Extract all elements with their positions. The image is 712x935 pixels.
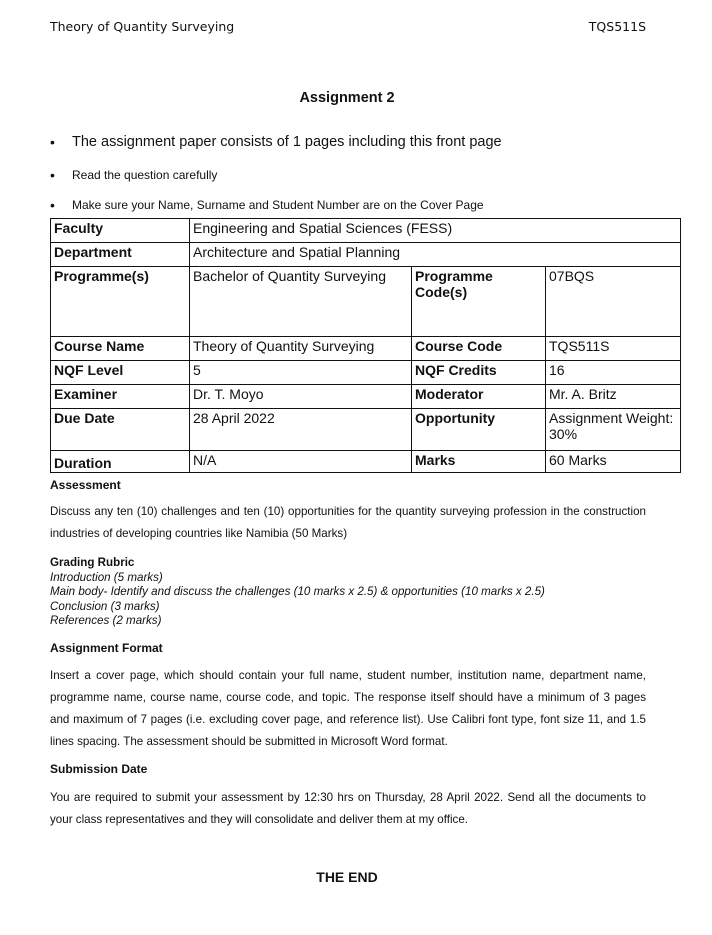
course-name-label: Course Name [51, 337, 190, 361]
assessment-text: Discuss any ten (10) challenges and ten (10) opportunities for the quantity surveying profession in the construction industries of developing countries like Namibia (50 Marks) [50, 505, 646, 540]
format-text: Insert a cover page, which should contain your full name, student number, institution name, department name, programme name, course name, course code, and topic. The response itself should have a minimum of 3 pages and maximum of 7 pages (i.e. excluding cover page, and reference list). Use Calibri font type, font size 11, and 1.5 lines spacing. The assessment should be submitted in Microsoft Word format. [50, 669, 646, 748]
marks-value: 60 Marks [546, 451, 681, 473]
rubric-item: Introduction (5 marks) [50, 570, 163, 584]
rubric-item: Main body- Identify and discuss the challenges (10 marks x 2.5) & opportunities (10 marks x 2.5) [50, 585, 545, 598]
page-title: Assignment 2 [299, 90, 395, 106]
department-value: Architecture and Spatial Planning [190, 243, 681, 267]
opportunity-value: Assignment Weight: 30% [546, 409, 681, 451]
format-heading: Assignment Format [50, 641, 163, 655]
programme-label: Programme(s) [51, 267, 190, 337]
bullet-item [50, 167, 217, 183]
bullet-text: Read the question carefully [72, 168, 218, 182]
row-due-date [51, 409, 681, 451]
course-code-label: Course Code [412, 337, 546, 361]
bullet-item [50, 134, 502, 150]
department-label: Department [51, 243, 190, 267]
bullet-icon: • [50, 134, 55, 150]
rubric-item: Conclusion (3 marks) [50, 599, 160, 613]
submission-text: You are required to submit your assessment by 12:30 hrs on Thursday, 28 April 2022. Send all the documents to your class representatives and they will consolidate and deliver them at my office. [50, 791, 646, 826]
nqf-credits-value: 16 [546, 361, 681, 385]
due-date-value: 28 April 2022 [190, 409, 412, 451]
faculty-value: Engineering and Spatial Sciences (FESS) [190, 219, 681, 243]
nqf-level-label: NQF Level [51, 361, 190, 385]
duration-value: N/A [190, 451, 412, 473]
bullet-item [50, 197, 484, 213]
course-code-value: TQS511S [546, 337, 681, 361]
duration-label: Duration [51, 451, 190, 473]
bullet-icon: • [50, 167, 55, 183]
submission-heading: Submission Date [50, 762, 148, 776]
nqf-level-value: 5 [190, 361, 412, 385]
moderator-label: Moderator [412, 385, 546, 409]
programme-code-value: 07BQS [546, 267, 681, 337]
rubric-item: References (2 marks) [50, 614, 162, 627]
programme-code-label: Programme Code(s) [412, 267, 546, 337]
examiner-label: Examiner [51, 385, 190, 409]
course-name-value: Theory of Quantity Surveying [190, 337, 412, 361]
nqf-credits-label: NQF Credits [412, 361, 546, 385]
programme-value: Bachelor of Quantity Surveying [190, 267, 412, 337]
header-course-code: TQS511S [588, 19, 646, 34]
header-course-title: Theory of Quantity Surveying [50, 19, 235, 34]
row-examiner [51, 385, 681, 409]
row-department [51, 243, 681, 267]
row-faculty [51, 219, 681, 243]
grading-rubric [50, 556, 545, 629]
row-programme [51, 267, 681, 337]
course-info-table [50, 218, 681, 473]
row-nqf [51, 361, 681, 385]
due-date-label: Due Date [51, 409, 190, 451]
moderator-value: Mr. A. Britz [546, 385, 681, 409]
examiner-value: Dr. T. Moyo [190, 385, 412, 409]
opportunity-label: Opportunity [412, 409, 546, 451]
bullet-text: Make sure your Name, Surname and Student Number are on the Cover Page [72, 198, 484, 212]
bullet-icon: • [50, 197, 55, 213]
faculty-label: Faculty [51, 219, 190, 243]
row-course [51, 337, 681, 361]
bullet-text: The assignment paper consists of 1 pages including this front page [72, 134, 502, 150]
marks-label: Marks [412, 451, 546, 473]
assessment-heading: Assessment [50, 478, 121, 492]
end-marker: THE END [316, 869, 378, 885]
rubric-heading: Grading Rubric [50, 556, 135, 569]
row-duration [51, 451, 681, 473]
